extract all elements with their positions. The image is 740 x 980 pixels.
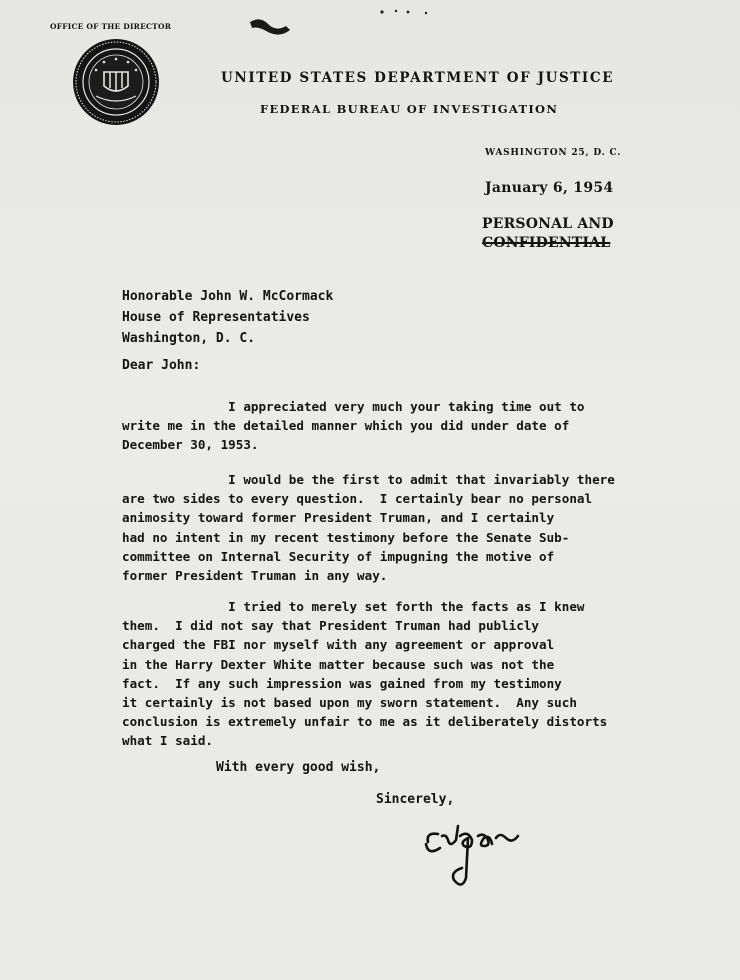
marking-confidential: CONFIDENTIAL (482, 235, 611, 251)
recipient-address (122, 286, 333, 349)
salutation: Dear John: (122, 358, 201, 373)
closing-line: With every good wish, (216, 760, 381, 775)
bureau-heading: FEDERAL BUREAU OF INVESTIGATION (260, 102, 559, 116)
department-heading: UNITED STATES DEPARTMENT OF JUSTICE (221, 70, 615, 86)
letterhead-city: WASHINGTON 25, D. C. (485, 148, 622, 158)
fbi-seal-icon (72, 38, 160, 126)
address-line: House of Representatives (122, 310, 310, 325)
address-line: Honorable John W. McCormack (122, 289, 334, 304)
body-paragraph-3: I tried to merely set forth the facts as I knew them. I did not say that President Truman had publicly charged the FBI nor myself with any agreement or approval in the Harry Dexter White matter because such was not the fact. If any such impression was gained from my testimony it certainly is not based upon my sworn statement. Any such conclusion is extremely unfair to me as it deliberately distorts what I said. (122, 599, 608, 749)
body-paragraph-2: I would be the first to admit that invariably there are two sides to every question. I certainly bear no personal animosity toward former President Truman, and I certainly had no intent in my recent testimony before the Senate Sub- committee on Internal Security of impugning the motive of former President Truman in any way. (122, 472, 615, 584)
office-of-the-director: OFFICE OF THE DIRECTOR (50, 22, 172, 31)
marking-personal: PERSONAL AND (482, 216, 614, 232)
ink-specks (378, 8, 438, 16)
letter-date: January 6, 1954 (485, 180, 614, 196)
address-line: Washington, D. C. (122, 331, 256, 346)
body-paragraph-1: I appreciated very much your taking time out to write me in the detailed manner which you did under date of December 30, 1953. (122, 399, 585, 453)
sign-off: Sincerely, (376, 792, 455, 807)
ink-smudge (246, 14, 294, 38)
handwritten-signature (420, 822, 540, 888)
